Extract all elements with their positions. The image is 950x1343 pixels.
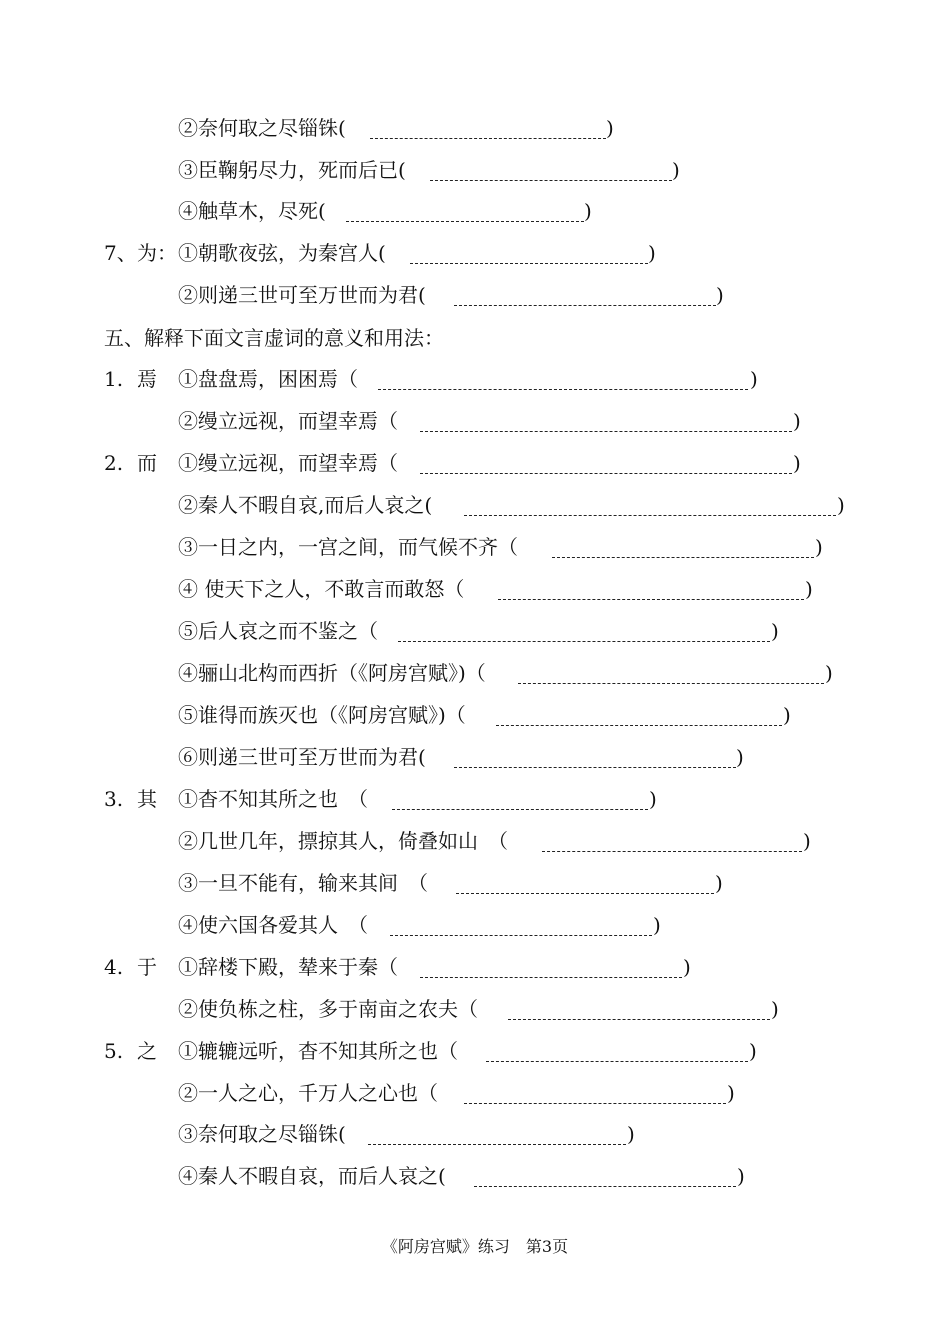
exercise-line xyxy=(0,737,950,777)
example-sentence: ②几世几年，摽掠其人，倚叠如山 （ xyxy=(178,829,508,853)
close-paren: ) xyxy=(793,451,801,475)
close-paren: ) xyxy=(771,997,779,1021)
exercise-line xyxy=(0,191,950,231)
close-paren: ) xyxy=(653,913,661,937)
answer-blank[interactable] xyxy=(378,389,748,390)
answer-blank[interactable] xyxy=(454,767,736,768)
exercise-line xyxy=(0,1114,950,1154)
answer-blank[interactable] xyxy=(518,683,824,684)
answer-blank[interactable] xyxy=(420,431,792,432)
answer-blank[interactable] xyxy=(346,221,584,222)
example-sentence: ②秦人不暇自哀,而后人哀之( xyxy=(178,493,433,517)
example-sentence: ③一旦不能有，输来其间 （ xyxy=(178,871,428,895)
answer-blank[interactable] xyxy=(430,180,672,181)
item-number: 2. xyxy=(104,451,124,475)
close-paren: ) xyxy=(672,158,680,182)
example-sentence: ①辘辘远听，杳不知其所之也（ xyxy=(178,1039,458,1063)
exercise-line xyxy=(0,821,950,861)
answer-blank[interactable] xyxy=(390,935,652,936)
close-paren: ) xyxy=(803,829,811,853)
answer-blank[interactable] xyxy=(456,893,714,894)
close-paren: ) xyxy=(715,871,723,895)
exercise-line xyxy=(0,989,950,1029)
close-paren: ) xyxy=(783,703,791,727)
item-keyword: 焉 xyxy=(137,367,157,391)
item-number: 1. xyxy=(104,367,124,391)
close-paren: ) xyxy=(627,1122,635,1146)
exercise-line xyxy=(0,1031,950,1071)
example-sentence: ①盘盘焉，困困焉（ xyxy=(178,367,358,391)
exercise-line xyxy=(0,401,950,441)
section-heading-line xyxy=(0,318,950,358)
example-sentence: ②缦立远视，而望幸焉（ xyxy=(178,409,398,433)
exercise-line xyxy=(0,485,950,525)
example-sentence: ⑥则递三世可至万世而为君( xyxy=(178,745,426,769)
close-paren: ) xyxy=(606,116,614,140)
section-heading: 五、解释下面文言虚词的意义和用法： xyxy=(104,326,444,350)
example-sentence: ①缦立远视，而望幸焉（ xyxy=(178,451,398,475)
example-sentence: ③臣鞠躬尽力，死而后已( xyxy=(178,158,406,182)
example-sentence: ⑤后人哀之而不鉴之（ xyxy=(178,619,378,643)
item-number: 5. xyxy=(104,1039,124,1063)
answer-blank[interactable] xyxy=(474,1186,736,1187)
example-sentence: ④ 使天下之人，不敢言而敢怒（ xyxy=(178,577,465,601)
exercise-line xyxy=(0,443,950,483)
answer-blank[interactable] xyxy=(498,599,804,600)
answer-blank[interactable] xyxy=(420,977,682,978)
example-sentence: ②奈何取之尽锱铢( xyxy=(178,116,346,140)
close-paren: ) xyxy=(649,787,657,811)
item-number: 7、 xyxy=(104,241,137,265)
example-sentence: ③奈何取之尽锱铢( xyxy=(178,1122,346,1146)
answer-blank[interactable] xyxy=(392,809,648,810)
answer-blank[interactable] xyxy=(464,1103,726,1104)
close-paren: ) xyxy=(584,199,592,223)
page-footer: 《阿房宫赋》练习 第3页 xyxy=(381,1237,569,1256)
item-keyword: 为： xyxy=(137,241,177,265)
close-paren: ) xyxy=(815,535,823,559)
item-number: 3. xyxy=(104,787,124,811)
answer-blank[interactable] xyxy=(368,1144,626,1145)
example-sentence: ⑤谁得而族灭也（《阿房宫赋》)（ xyxy=(178,703,466,727)
answer-blank[interactable] xyxy=(464,515,836,516)
example-sentence: ②使负栋之柱，多于南亩之农夫（ xyxy=(178,997,478,1021)
close-paren: ) xyxy=(837,493,845,517)
item-keyword: 而 xyxy=(137,451,157,475)
item-keyword: 其 xyxy=(137,787,157,811)
close-paren: ) xyxy=(683,955,691,979)
exercise-line xyxy=(0,695,950,735)
exercise-line xyxy=(0,233,950,273)
close-paren: ) xyxy=(750,367,758,391)
example-sentence: ②则递三世可至万世而为君( xyxy=(178,283,426,307)
exercise-line xyxy=(0,947,950,987)
exercise-line xyxy=(0,1073,950,1113)
example-sentence: ①杳不知其所之也 （ xyxy=(178,787,368,811)
close-paren: ) xyxy=(716,283,724,307)
exercise-line xyxy=(0,275,950,315)
answer-blank[interactable] xyxy=(454,305,716,306)
exercise-line xyxy=(0,611,950,651)
answer-blank[interactable] xyxy=(508,1019,770,1020)
exercise-line xyxy=(0,1156,950,1196)
item-keyword: 之 xyxy=(137,1039,157,1063)
close-paren: ) xyxy=(771,619,779,643)
exercise-line xyxy=(0,863,950,903)
exercise-line xyxy=(0,359,950,399)
answer-blank[interactable] xyxy=(410,263,648,264)
answer-blank[interactable] xyxy=(542,851,802,852)
exercise-line xyxy=(0,569,950,609)
close-paren: ) xyxy=(825,661,833,685)
example-sentence: ④触草木，尽死( xyxy=(178,199,326,223)
exercise-line xyxy=(0,150,950,190)
item-number: 4. xyxy=(104,955,124,979)
exercise-line xyxy=(0,905,950,945)
answer-blank[interactable] xyxy=(370,138,606,139)
answer-blank[interactable] xyxy=(496,725,782,726)
exercise-line xyxy=(0,653,950,693)
item-keyword: 于 xyxy=(137,955,157,979)
answer-blank[interactable] xyxy=(398,641,770,642)
exercise-line xyxy=(0,527,950,567)
exercise-line xyxy=(0,779,950,819)
close-paren: ) xyxy=(805,577,813,601)
close-paren: ) xyxy=(736,745,744,769)
close-paren: ) xyxy=(648,241,656,265)
example-sentence: ①辞楼下殿，辇来于秦（ xyxy=(178,955,398,979)
exercise-line xyxy=(0,108,950,148)
example-sentence: ③一日之内，一宫之间，而气候不齐（ xyxy=(178,535,518,559)
close-paren: ) xyxy=(737,1164,745,1188)
close-paren: ) xyxy=(793,409,801,433)
close-paren: ) xyxy=(749,1039,757,1063)
answer-blank[interactable] xyxy=(486,1061,748,1062)
example-sentence: ②一人之心，千万人之心也（ xyxy=(178,1081,438,1105)
example-sentence: ④骊山北构而西折（《阿房宫赋》)（ xyxy=(178,661,486,685)
example-sentence: ①朝歌夜弦，为秦宫人( xyxy=(178,241,386,265)
example-sentence: ④使六国各爱其人 （ xyxy=(178,913,368,937)
example-sentence: ④秦人不暇自哀，而后人哀之( xyxy=(178,1164,446,1188)
answer-blank[interactable] xyxy=(552,557,814,558)
answer-blank[interactable] xyxy=(420,473,792,474)
close-paren: ) xyxy=(727,1081,735,1105)
